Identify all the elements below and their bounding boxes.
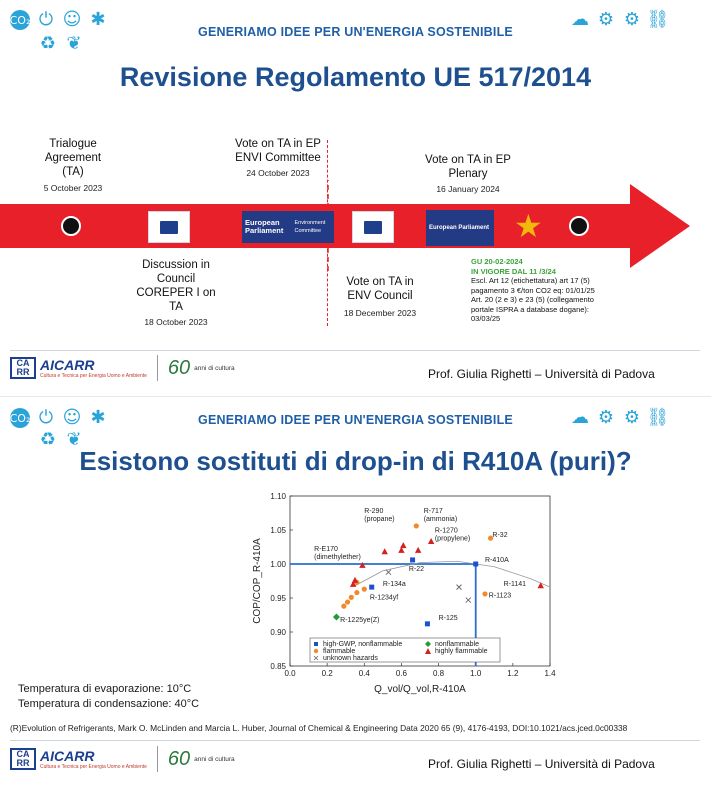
event-label: Vote on TA in EP ENVI Committee [235, 138, 321, 164]
sun-snow-icon: ✱ [90, 9, 106, 30]
point-annotation: R-1234yf [369, 594, 399, 602]
point-annotation: R-410A [485, 556, 509, 564]
x-tick-label: 1.4 [544, 669, 556, 678]
gu-in-force: IN VIGORE DAL 11 /3/24 [471, 266, 556, 276]
slide2-banner: GENERIAMO IDEE PER UN'ENERGIA SOSTENIBILE [198, 413, 513, 427]
data-point-square [473, 562, 478, 567]
people-icon: ☺ [62, 407, 82, 428]
data-point-circle [341, 604, 346, 609]
ep-committee-logo [242, 211, 334, 243]
data-point-circle [354, 590, 359, 595]
ep-plenary-logo [426, 210, 494, 246]
aicarr-wordmark: AICARR [40, 748, 95, 764]
cloud-icon: ☁ [571, 407, 589, 428]
plug-leaf-icon: ⏻ [38, 9, 54, 30]
co2-icon: CO₂ [10, 10, 30, 30]
eu-flag-icon [364, 221, 382, 234]
point-annotation: R-1270 [434, 527, 458, 535]
sun-snow-icon: ✱ [90, 407, 106, 428]
event-date: 5 October 2023 [43, 183, 103, 193]
aicarr-wordmark: AICARR [40, 357, 95, 373]
data-point-circle [345, 599, 350, 604]
eu-flag-icon [160, 221, 178, 234]
x-tick-label: 1.0 [470, 669, 482, 678]
recycle-icon: ♻ [39, 33, 57, 54]
slide1-footer-separator [10, 350, 700, 351]
event-label: Discussion in Council COREPER I on TA [136, 259, 216, 313]
event-envi [230, 137, 326, 178]
recycle-icon: ♻ [39, 429, 57, 450]
gear-icon: ⚙ [623, 9, 641, 30]
gu-note-line: 03/03/25 [471, 314, 501, 323]
carr-mark: CA RR [10, 357, 36, 379]
event-label: Vote on TA in ENV Council [346, 276, 414, 302]
data-point-circle [414, 523, 419, 528]
aicarr-logo-1 [10, 355, 235, 381]
reference-citation: (R)Evolution of Refrigerants, Mark O. McLinden and Marcia L. Huber, Journal of Chemical & Engineering Data 2020 65 (9), 4176-4193, DOI:10.1021/acs.jced.0c00338 [10, 723, 628, 733]
logo-divider [157, 355, 158, 381]
event-label: Vote on TA in EP Plenary [425, 154, 511, 180]
aicarr-subtitle: Cultura e Tecnica per Energia Uomo e Ambiente [40, 373, 147, 379]
slide1-title: Revisione Regolamento UE 517/2014 [119, 62, 592, 92]
point-annotation: R-32 [492, 531, 508, 539]
slide2-footer-separator [10, 740, 700, 741]
x-tick-label: 1.2 [507, 669, 519, 678]
aicarr-subtitle: Cultura e Tecnica per Energia Uomo e Ambiente [40, 764, 147, 770]
data-point-circle [362, 587, 367, 592]
temp-evaporation: Temperatura di evaporazione: 10°C [18, 683, 192, 695]
gear-icon: ⚙ [597, 407, 615, 428]
x-tick-label: 0.4 [358, 669, 370, 678]
gu-notes [471, 257, 651, 324]
legend-label: highly flammable [435, 648, 488, 655]
y-tick-label: 1.05 [270, 526, 286, 535]
event-date: 24 October 2023 [246, 168, 310, 178]
legend-marker [314, 649, 318, 653]
gear-icon: ⚙ [623, 407, 641, 428]
legend-label: unknown hazards [323, 655, 378, 662]
y-tick-label: 0.85 [270, 662, 286, 671]
gu-note-line: Escl. Art 12 (etichettatura) art 17 (5) [471, 276, 590, 285]
sixty-years-text: anni di cultura [194, 755, 235, 763]
point-annotation: R-22 [408, 565, 425, 573]
y-tick-label: 0.90 [270, 628, 286, 637]
cop-capacity-chart [240, 486, 560, 708]
temp-condensation: Temperatura di condensazione: 40°C [18, 698, 200, 710]
sixty-years-text: anni di cultura [194, 364, 235, 372]
ep-logo-2-text: European Parliament [429, 225, 490, 231]
x-tick-label: 0.6 [395, 669, 407, 678]
slide1-prof: Prof. Giulia Righetti – Università di Padova [428, 367, 655, 381]
data-point-circle [349, 595, 354, 600]
gu-note-line: Art. 20 (2 e 3) e 23 (5) (collegamento [471, 295, 594, 304]
people-icon: ☺ [62, 9, 82, 30]
point-annotation: R-E170 [314, 546, 338, 554]
sixty-years-mark: 60 [167, 356, 191, 379]
slide2-title: Esistono sostituti di drop-in di R410A (puri)? [79, 446, 632, 476]
data-point-square [410, 557, 415, 562]
event-trialogue [25, 137, 121, 193]
plug-leaf-icon: ⏻ [38, 407, 54, 428]
timeline-dot-end [569, 216, 589, 236]
data-point-square [369, 585, 374, 590]
point-annotation: R-125 [438, 614, 458, 622]
event-date: 18 December 2023 [343, 308, 417, 318]
x-axis-label: Q_vol/Q_vol,R-410A [374, 684, 466, 695]
hand-leaf-icon: ❦ [66, 429, 82, 450]
aicarr-logo-2 [10, 746, 235, 772]
data-point-square [425, 621, 430, 626]
x-tick-label: 0.0 [284, 669, 296, 678]
slide2-prof: Prof. Giulia Righetti – Università di Padova [428, 757, 655, 771]
event-date: 18 October 2023 [144, 317, 208, 327]
gu-note-line: pagamento 3 €/ton CO2 eq: 01/01/25 [471, 285, 595, 295]
star-icon: ★ [514, 207, 543, 245]
ep-logo-1-sub: Environment Committee [294, 220, 326, 234]
point-annotation: (ammonia) [423, 516, 458, 523]
point-annotation: R-717 [423, 508, 443, 515]
point-annotation: (propylene) [434, 535, 471, 543]
point-annotation: R-134a [382, 580, 406, 588]
y-tick-label: 1.00 [270, 560, 286, 569]
point-annotation: R-1225ye(Z) [340, 616, 380, 624]
event-plenary [410, 153, 526, 194]
sixty-years-mark: 60 [167, 747, 191, 770]
y-tick-label: 1.10 [270, 492, 286, 501]
event-coreper [128, 258, 224, 327]
event-env-council [332, 275, 428, 318]
legend-label: nonflammable [435, 641, 479, 648]
point-annotation: R-1123 [488, 592, 512, 600]
carr-mark: CA RR [10, 748, 36, 770]
network-icon: ⛓ [646, 407, 670, 428]
network-icon: ⛓ [646, 9, 670, 30]
data-point-circle [482, 591, 487, 596]
cloud-icon: ☁ [571, 9, 589, 30]
legend-marker [314, 642, 318, 646]
timeline-dot-start [61, 216, 81, 236]
logo-divider [157, 746, 158, 772]
temperature-conditions [18, 682, 199, 712]
co2-icon: CO₂ [10, 408, 30, 428]
y-tick-label: 0.95 [270, 594, 286, 603]
point-annotation: (dimethylether) [314, 554, 361, 562]
gu-note-line: portale ISPRA a database dogane): [471, 304, 590, 314]
y-axis-label: COP/COP_R-410A [252, 538, 263, 624]
council-logo [148, 211, 190, 243]
event-date: 16 January 2024 [436, 184, 500, 194]
gear-icon: ⚙ [597, 9, 615, 30]
legend-label: flammable [323, 648, 356, 655]
x-tick-label: 0.2 [321, 669, 333, 678]
gu-date: GU 20-02-2024 [471, 257, 523, 266]
point-annotation: R-290 [364, 508, 384, 515]
env-council-logo [352, 211, 394, 243]
slide-separator [0, 396, 711, 397]
slide1-banner: GENERIAMO IDEE PER UN'ENERGIA SOSTENIBILE [198, 25, 513, 39]
x-tick-label: 0.8 [433, 669, 445, 678]
event-label: Trialogue Agreement (TA) [44, 138, 102, 178]
ep-logo-1-text: European Parliament [245, 218, 284, 235]
point-annotation: (propane) [364, 516, 395, 523]
hand-leaf-icon: ❦ [66, 33, 82, 54]
point-annotation: R-1141 [503, 580, 527, 588]
legend-label: high-GWP, nonflammable [323, 641, 403, 648]
